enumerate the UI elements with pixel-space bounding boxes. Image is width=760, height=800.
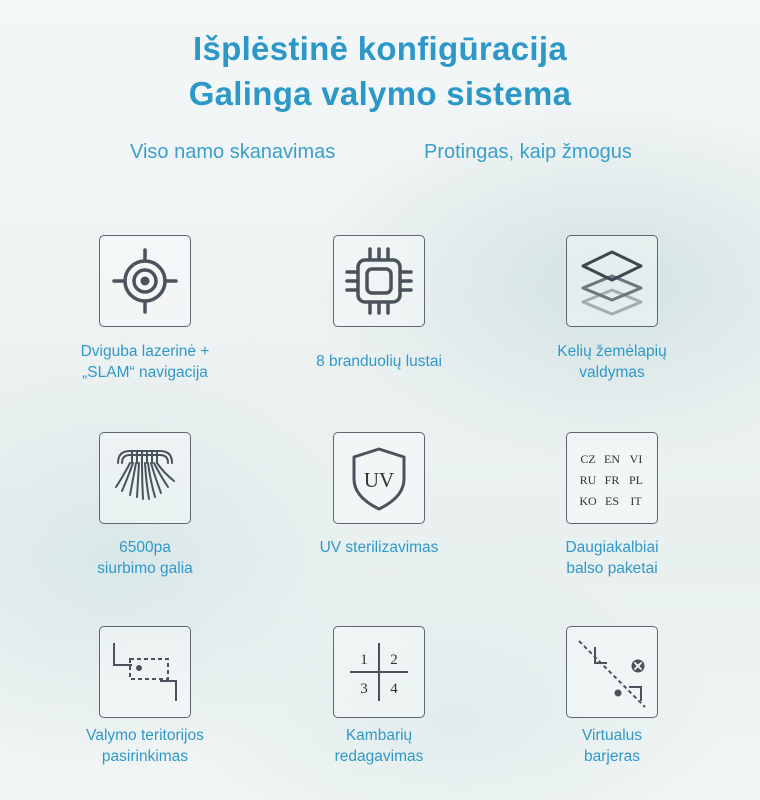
feature-label-line: Kelių žemėlapių bbox=[557, 343, 667, 360]
page-title-line2: Galinga valymo sistema bbox=[188, 75, 572, 112]
feature-label-room-edit bbox=[269, 725, 489, 767]
robot-dot-icon bbox=[615, 690, 622, 697]
language-code: PL bbox=[628, 473, 644, 487]
subtitle-left: Viso namo skanavimas bbox=[130, 141, 336, 163]
room-number: 4 bbox=[390, 681, 398, 697]
feature-label-languages bbox=[502, 537, 722, 579]
room-edit-icon bbox=[342, 635, 416, 709]
language-code: KO bbox=[579, 494, 597, 508]
feature-card-virtual-barrier bbox=[566, 626, 658, 718]
feature-label-layers bbox=[502, 341, 722, 383]
feature-label-line: balso paketai bbox=[566, 560, 658, 577]
feature-label-uv bbox=[269, 537, 489, 558]
feature-label-line: Kambarių bbox=[345, 727, 413, 744]
uv-shield-icon bbox=[342, 441, 416, 515]
feature-label-line: 6500pa bbox=[119, 539, 171, 556]
feature-label-navigation bbox=[35, 341, 255, 383]
page-title-line1: Išplėstinė konfigūracija bbox=[193, 30, 567, 67]
feature-label-line: pasirinkimas bbox=[101, 748, 189, 765]
feature-label-line: UV sterilizavimas bbox=[319, 539, 439, 556]
feature-label-line: Daugiakalbiai bbox=[565, 539, 659, 556]
area-selection-icon bbox=[108, 635, 182, 709]
feature-label-line: redagavimas bbox=[334, 748, 424, 765]
feature-card-navigation bbox=[99, 235, 191, 327]
feature-label-line: Virtualus bbox=[581, 727, 643, 744]
language-code: IT bbox=[630, 494, 642, 508]
feature-label-line: valdymas bbox=[579, 364, 645, 381]
feature-label-line: Dviguba lazerinė + bbox=[80, 343, 210, 360]
uv-label: UV bbox=[363, 468, 395, 492]
language-code: CZ bbox=[580, 452, 596, 466]
language-code: EN bbox=[604, 452, 620, 466]
language-code: RU bbox=[579, 473, 597, 487]
feature-card-uv bbox=[333, 432, 425, 524]
feature-label-virtual-barrier bbox=[502, 725, 722, 767]
language-grid-icon bbox=[575, 441, 649, 515]
room-number: 2 bbox=[390, 652, 398, 668]
room-number: 1 bbox=[360, 652, 368, 668]
feature-card-layers bbox=[566, 235, 658, 327]
feature-label-suction bbox=[35, 537, 255, 579]
feature-card-area-selection bbox=[99, 626, 191, 718]
layers-icon bbox=[575, 244, 649, 318]
virtual-barrier-icon bbox=[575, 635, 649, 709]
feature-label-line: barjeras bbox=[584, 748, 640, 765]
chip-icon bbox=[342, 244, 416, 318]
feature-label-line: Valymo teritorijos bbox=[86, 727, 204, 744]
feature-label-line: siurbimo galia bbox=[97, 560, 193, 577]
language-code: FR bbox=[604, 473, 620, 487]
feature-label-line: „SLAM“ navigacija bbox=[82, 364, 208, 381]
feature-card-chip bbox=[333, 235, 425, 327]
language-code: VI bbox=[629, 452, 643, 466]
target-crosshair-icon bbox=[108, 244, 182, 318]
feature-card-room-edit bbox=[333, 626, 425, 718]
feature-card-suction bbox=[99, 432, 191, 524]
room-number: 3 bbox=[360, 681, 368, 697]
suction-brush-icon bbox=[108, 441, 182, 515]
feature-label-line: 8 branduolių lustai bbox=[316, 353, 442, 370]
language-code: ES bbox=[604, 494, 620, 508]
feature-label-chip bbox=[269, 351, 489, 372]
feature-card-languages bbox=[566, 432, 658, 524]
subtitle-right: Protingas, kaip žmogus bbox=[424, 141, 632, 163]
feature-label-area-selection bbox=[35, 725, 255, 767]
